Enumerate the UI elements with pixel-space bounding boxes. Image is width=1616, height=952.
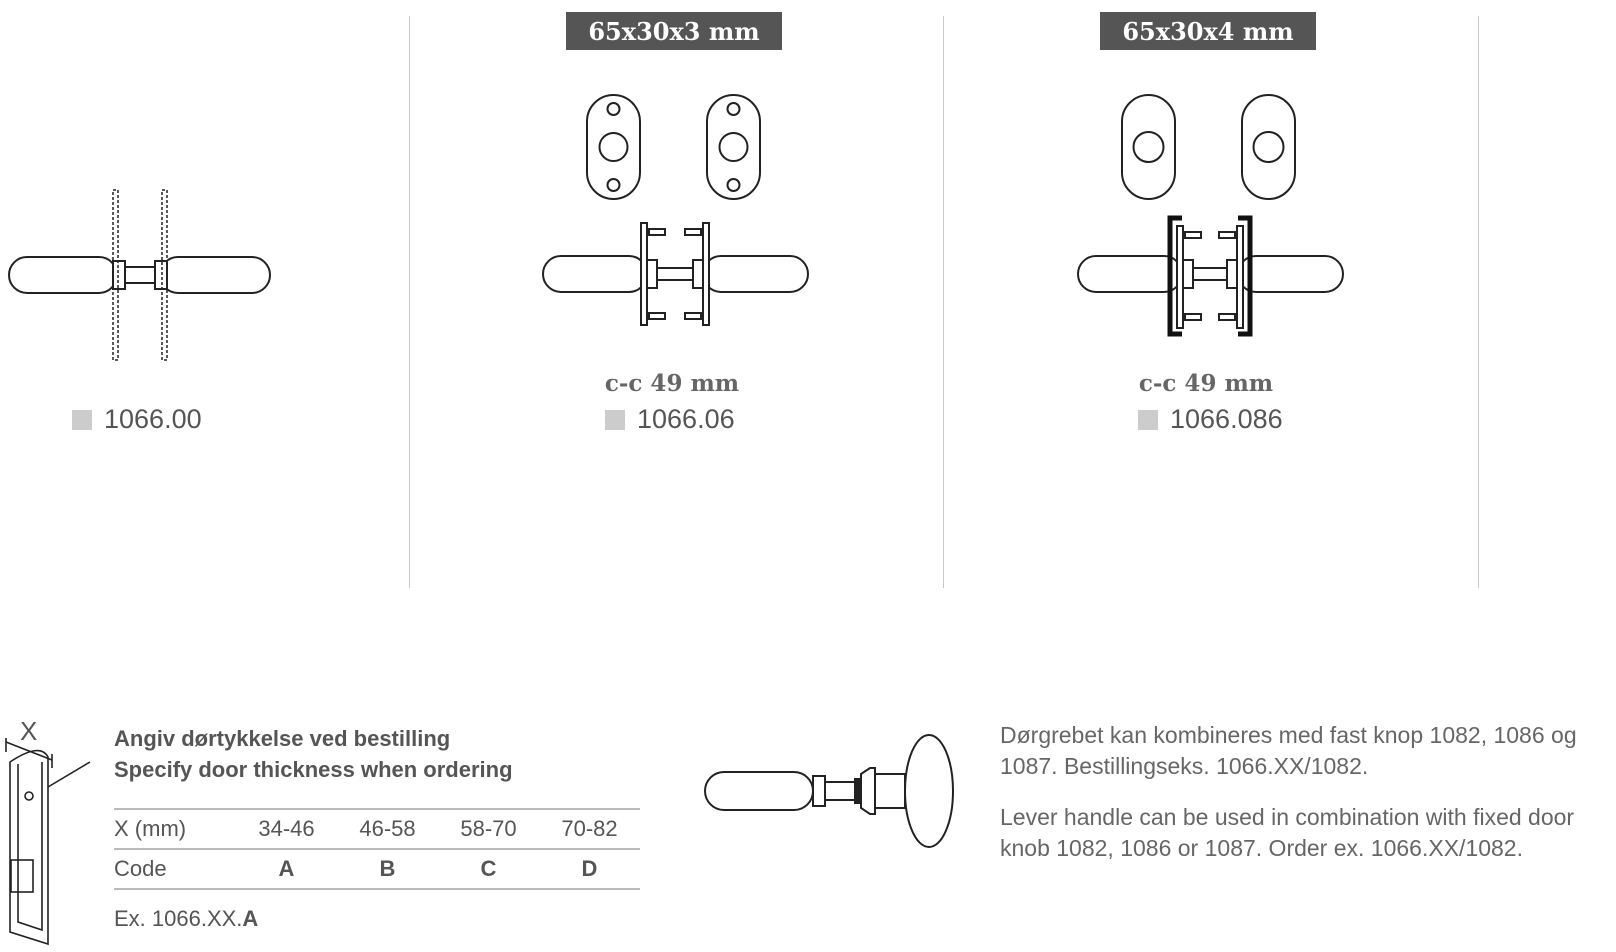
table-row-code bbox=[114, 849, 640, 889]
door-thickness-drawing bbox=[0, 712, 100, 952]
rose-size-badge-3mm: 65x30x3 mm bbox=[566, 12, 782, 50]
combination-text-en: Lever handle can be used in combination with fixed door knob 1082, 1086 or 1087. Order ex. 1066.XX/1082. bbox=[1000, 804, 1575, 861]
product-code-1066-00: 1066.00 bbox=[72, 404, 202, 435]
door-thickness-heading-en: Specify door thickness when ordering bbox=[114, 757, 513, 782]
handle-drawing-1066-00 bbox=[0, 185, 300, 375]
table-cell: 46-58 bbox=[337, 809, 438, 849]
table-cell: 70-82 bbox=[539, 809, 640, 849]
column-divider-2 bbox=[943, 16, 944, 588]
table-header-x: X (mm) bbox=[114, 809, 236, 849]
rose-size-badge-4mm: 65x30x4 mm bbox=[1100, 12, 1316, 50]
center-distance-4mm: c-c 49 mm bbox=[1138, 370, 1274, 397]
handle-drawing-1066-086 bbox=[1070, 212, 1370, 342]
table-cell: B bbox=[337, 849, 438, 889]
lever-knob-combination-drawing bbox=[700, 734, 970, 854]
color-swatch bbox=[1138, 410, 1158, 430]
product-code-1066-06: 1066.06 bbox=[605, 404, 735, 435]
combination-text-da: Dørgrebet kan kombineres med fast knop 1082, 1086 og 1087. Bestillingseks. 1066.XX/1082. bbox=[1000, 722, 1577, 779]
table-cell: A bbox=[236, 849, 337, 889]
color-swatch bbox=[605, 410, 625, 430]
order-example: Ex. 1066.XX.A bbox=[114, 906, 259, 931]
table-cell: 34-46 bbox=[236, 809, 337, 849]
door-thickness-dim-label: X bbox=[20, 716, 38, 746]
table-cell: D bbox=[539, 849, 640, 889]
handle-drawing-1066-06 bbox=[535, 220, 835, 330]
product-code-1066-086: 1066.086 bbox=[1138, 404, 1283, 435]
door-thickness-heading-da: Angiv dørtykkelse ved bestilling bbox=[114, 726, 451, 751]
roses-drawing-3mm bbox=[580, 90, 780, 200]
door-thickness-table bbox=[114, 808, 640, 890]
center-distance-3mm: c-c 49 mm bbox=[604, 370, 740, 397]
column-divider-1 bbox=[409, 16, 410, 588]
roses-drawing-4mm bbox=[1115, 90, 1315, 200]
color-swatch bbox=[72, 410, 92, 430]
table-header-code: Code bbox=[114, 849, 236, 889]
table-cell: 58-70 bbox=[438, 809, 539, 849]
table-cell: C bbox=[438, 849, 539, 889]
table-row-thickness bbox=[114, 809, 640, 849]
column-divider-3 bbox=[1478, 16, 1479, 588]
